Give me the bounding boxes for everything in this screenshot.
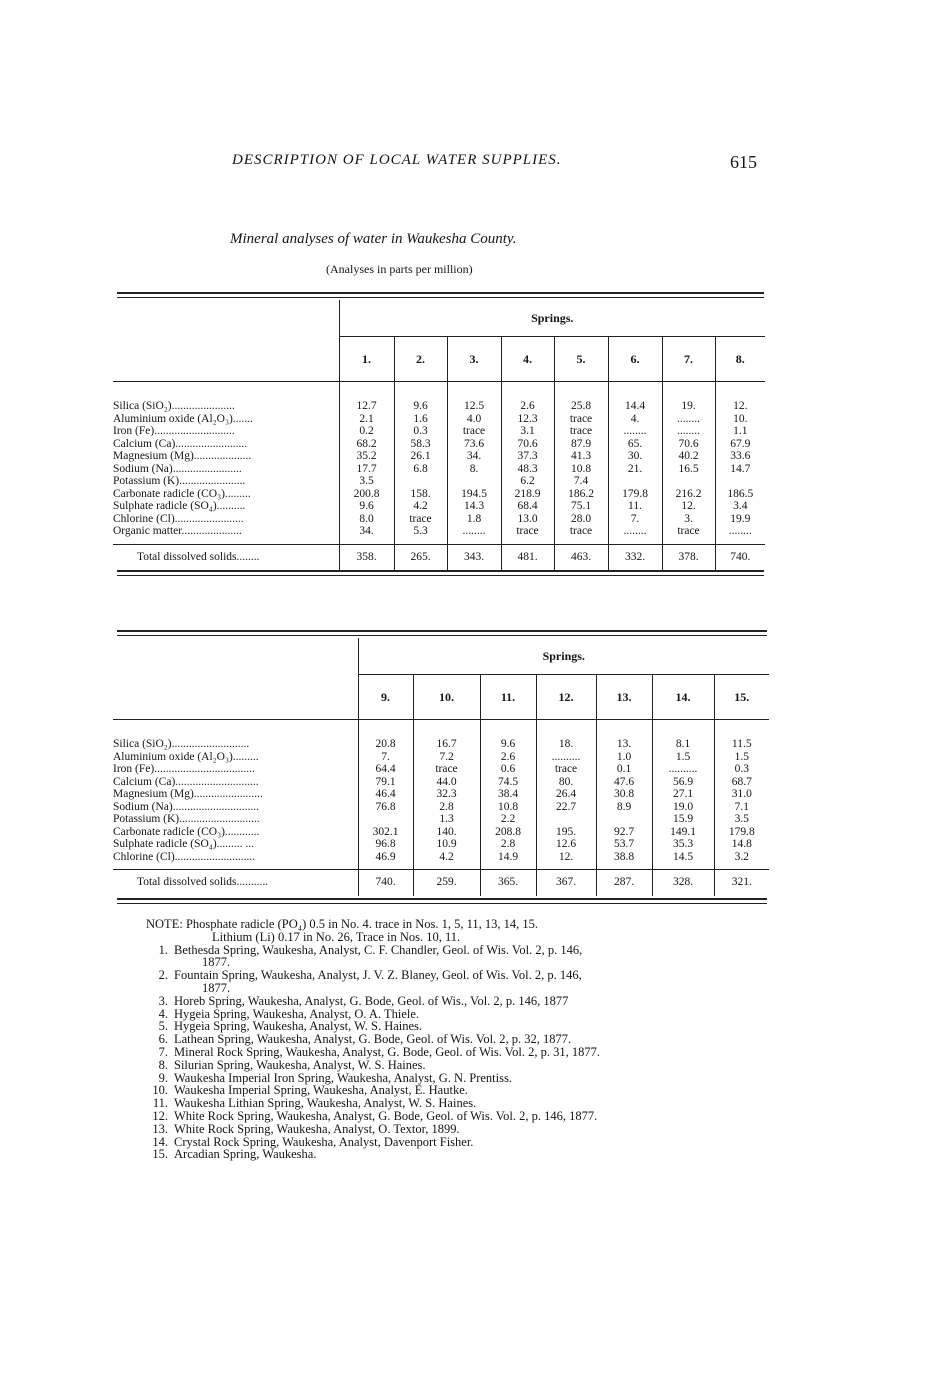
value-cell	[359, 813, 413, 826]
entry-number: 5.	[158, 1019, 168, 1034]
entry-text: Hygeia Spring, Waukesha, Analyst, W. S. Haines.	[174, 1019, 423, 1034]
column-number: 1.	[339, 337, 394, 382]
value-cell: trace	[569, 525, 593, 537]
value-cell: 58.3	[410, 437, 431, 450]
column-values	[480, 720, 536, 870]
value-cell: 80.	[558, 775, 574, 788]
entry-number: 4.	[158, 1006, 168, 1021]
value-cell: 14.9	[497, 850, 519, 863]
value-cell: 32.3	[436, 788, 457, 800]
analyst-entry	[146, 969, 786, 982]
value-cell: 2.6	[500, 750, 516, 763]
value-cell: 22.7	[555, 800, 577, 813]
value-cell: 5.3	[413, 525, 428, 537]
total-value: 481.	[501, 544, 554, 571]
value-cell: 38.8	[613, 850, 635, 863]
table2-total-label: Total dissolved solids...........	[113, 870, 358, 897]
value-cell: 30.	[627, 450, 643, 462]
column-values	[662, 382, 715, 545]
running-title: DESCRIPTION OF LOCAL WATER SUPPLIES.	[232, 152, 562, 168]
entry-number: 14.	[152, 1134, 168, 1149]
value-cell: 2.1	[359, 412, 374, 425]
entry-text: Fountain Spring, Waukesha, Analyst, J. V. Z. Blaney, Geol. of Wis. Vol. 2, p. 146,	[174, 968, 582, 983]
row-label: Sodium (Na)..............................	[113, 800, 259, 813]
column-number: 8.	[715, 337, 765, 382]
value-cell: 13.0	[517, 512, 538, 525]
entry-number: 9.	[158, 1070, 168, 1085]
entry-text: Waukesha Imperial Iron Spring, Waukesha, Analyst, G. N. Prentiss.	[174, 1070, 512, 1085]
value-cell: 3.2	[734, 850, 749, 863]
value-cell	[448, 475, 501, 488]
value-cell: trace	[409, 512, 432, 525]
value-cell: 40.2	[678, 450, 699, 462]
value-cell: 16.5	[678, 462, 699, 475]
value-cell: ........	[462, 525, 486, 537]
column-values	[536, 720, 596, 870]
table1-total-row	[113, 544, 765, 571]
value-cell: trace	[462, 425, 486, 437]
total-value: 378.	[662, 544, 715, 571]
table2-stub-header	[113, 638, 358, 720]
value-cell: 10.	[733, 412, 748, 425]
value-cell: 34.	[466, 450, 482, 462]
total-value: 358.	[339, 544, 394, 571]
value-cell: 1.8	[466, 512, 482, 525]
value-cell: trace	[569, 425, 593, 437]
table1-springs-header: Springs.	[339, 300, 765, 337]
value-cell	[597, 813, 652, 826]
analyst-list	[146, 944, 786, 1162]
value-cell: 1.5	[734, 750, 749, 763]
value-cell: 0.2	[359, 425, 374, 437]
value-cell: 3.5	[359, 475, 374, 487]
value-cell: 4.2	[413, 500, 428, 512]
value-cell: ........	[677, 425, 700, 437]
value-cell: 0.3	[734, 763, 749, 775]
row-label: Carbonate radicle (CO₃)............	[113, 825, 260, 838]
table1-top-rule	[117, 292, 764, 298]
value-cell: 68.2	[356, 437, 377, 450]
value-cell: 208.8	[495, 825, 521, 838]
value-cell: 14.7	[730, 462, 751, 475]
total-value: 463.	[554, 544, 608, 571]
note-phosphate-text: Phosphate radicle (PO₄) 0.5 in No. 4. trace in Nos. 1, 5, 11, 13, 14, 15.	[185, 917, 539, 931]
column-number: 15.	[714, 675, 769, 720]
value-cell: 17.7	[356, 462, 377, 475]
table-subtitle: (Analyses in parts per million)	[326, 262, 473, 276]
entry-text: Crystal Rock Spring, Waukesha, Analyst, Davenport Fisher.	[174, 1134, 474, 1149]
column-values	[596, 720, 652, 870]
entry-number: 7.	[158, 1044, 168, 1059]
entry-number: 2.	[158, 968, 168, 983]
value-cell: 31.0	[731, 788, 752, 800]
column-number: 9.	[358, 675, 413, 720]
value-cell: 16.7	[436, 738, 457, 750]
footnotes	[146, 918, 786, 1161]
value-cell: 2.8	[500, 838, 516, 850]
value-cell: ........	[728, 525, 752, 537]
value-cell: 12.	[733, 400, 748, 412]
table2	[113, 638, 769, 896]
value-cell: 75.1	[570, 500, 592, 512]
table1-stub-header	[113, 300, 339, 382]
value-cell: 13.	[616, 738, 632, 750]
value-cell: 79.1	[375, 775, 396, 788]
column-number: 2.	[394, 337, 447, 382]
total-value: 367.	[536, 870, 596, 897]
value-cell: 73.6	[463, 437, 485, 450]
entry-text: White Rock Spring, Waukesha, Analyst, O. Textor, 1899.	[174, 1121, 460, 1136]
entry-text: Horeb Spring, Waukesha, Analyst, G. Bode, Geol. of Wis., Vol. 2, p. 146, 1877	[174, 993, 569, 1008]
value-cell: 19.	[681, 400, 696, 412]
value-cell: 44.0	[436, 775, 457, 788]
value-cell: 0.1	[616, 763, 632, 775]
column-number: 3.	[447, 337, 501, 382]
value-cell: 11.5	[731, 738, 752, 750]
value-cell: 28.0	[570, 512, 592, 525]
value-cell: 12.	[681, 500, 696, 512]
table2-springs-header: Springs.	[358, 638, 769, 675]
row-label: Sodium (Na)........................	[113, 462, 242, 475]
column-values	[715, 382, 765, 545]
value-cell: 9.6	[359, 500, 374, 512]
value-cell: 195.	[555, 825, 577, 838]
total-value: 259.	[413, 870, 480, 897]
note-lithium: Lithium (Li) 0.17 in No. 26, Trace in Nos. 10, 11.	[212, 929, 461, 944]
value-cell: 12.	[558, 850, 574, 863]
value-cell: 218.9	[514, 487, 541, 500]
value-cell: 179.8	[622, 487, 648, 500]
entry-number: 12.	[152, 1108, 168, 1123]
value-cell: 6.2	[520, 475, 535, 487]
value-cell: 4.0	[466, 412, 482, 425]
value-cell: 200.8	[353, 487, 380, 500]
column-values	[339, 382, 394, 545]
value-cell: 96.8	[375, 838, 396, 850]
table2-row-labels	[113, 720, 358, 870]
value-cell: 76.8	[375, 800, 396, 813]
column-values	[358, 720, 413, 870]
value-cell: ..........	[668, 763, 698, 775]
column-values	[394, 382, 447, 545]
value-cell: 12.5	[463, 400, 485, 412]
row-label: Silica (SiO₂)......................	[113, 400, 235, 412]
value-cell: 47.6	[613, 775, 635, 788]
value-cell: 34.	[359, 525, 374, 537]
value-cell: trace	[516, 525, 539, 537]
value-cell: 2.8	[439, 800, 454, 813]
value-cell	[609, 475, 662, 488]
total-value: 740.	[358, 870, 413, 897]
value-cell: 179.8	[728, 825, 755, 838]
value-cell: 18.	[558, 738, 574, 750]
value-cell: 9.6	[500, 738, 516, 750]
value-cell: 74.5	[497, 775, 519, 788]
value-cell: 3.4	[733, 500, 748, 512]
value-cell: 68.7	[731, 775, 752, 788]
value-cell	[537, 813, 596, 826]
entry-number: 6.	[158, 1032, 168, 1047]
column-values	[447, 382, 501, 545]
column-number: 10.	[413, 675, 480, 720]
value-cell: 14.8	[731, 838, 752, 850]
value-cell	[395, 475, 447, 488]
column-number: 12.	[536, 675, 596, 720]
value-cell: 0.6	[500, 763, 516, 775]
column-values	[413, 720, 480, 870]
table1-row-labels	[113, 382, 339, 545]
value-cell: 8.	[469, 462, 479, 475]
value-cell: 8.9	[616, 800, 632, 813]
entry-continuation: 1877.	[202, 980, 231, 995]
value-cell	[716, 475, 766, 488]
value-cell: 38.4	[497, 788, 519, 800]
page-number: 615	[730, 152, 757, 172]
value-cell: 1.6	[413, 412, 428, 425]
value-cell: 149.1	[670, 825, 696, 838]
total-value: 332.	[608, 544, 662, 571]
column-number: 4.	[501, 337, 554, 382]
entry-text: Lathean Spring, Waukesha, Analyst, G. Bode, Geol. of Wis. Vol. 2, p. 32, 1877.	[174, 1032, 572, 1047]
column-number: 5.	[554, 337, 608, 382]
value-cell: 19.0	[672, 800, 694, 813]
value-cell: 10.8	[570, 462, 592, 475]
value-cell: 1.0	[616, 750, 632, 763]
value-cell: 70.6	[678, 437, 699, 450]
value-cell: 194.5	[461, 487, 487, 500]
value-cell: 3.	[684, 512, 693, 525]
table2-total-row	[113, 870, 769, 897]
entry-text: White Rock Spring, Waukesha, Analyst, G. Bode, Geol. of Wis. Vol. 2, p. 146, 1877.	[174, 1108, 598, 1123]
value-cell: ........	[677, 412, 700, 425]
value-cell: 12.6	[555, 838, 577, 850]
value-cell: 158.	[410, 487, 431, 500]
value-cell: 11.	[628, 500, 642, 512]
row-label: Aluminium oxide (Al₂O₃).......	[113, 412, 253, 425]
analyst-entry	[146, 944, 786, 957]
value-cell: 26.1	[410, 450, 431, 462]
value-cell: 10.9	[436, 838, 457, 850]
entry-number: 13.	[152, 1121, 168, 1136]
value-cell: trace	[435, 763, 458, 775]
value-cell: 2.6	[520, 400, 535, 412]
value-cell: 65.	[627, 437, 643, 450]
value-cell: 3.1	[520, 425, 535, 437]
entry-text: Bethesda Spring, Waukesha, Analyst, C. F. Chandler, Geol. of Wis. Vol. 2, p. 146,	[174, 942, 583, 957]
value-cell: ........	[623, 425, 647, 437]
row-label: Chlorine (Cl)............................	[113, 850, 256, 863]
entry-number: 8.	[158, 1057, 168, 1072]
entry-text: Mineral Rock Spring, Waukesha, Analyst, G. Bode, Geol. of Wis. Vol. 2, p. 31, 1877.	[174, 1044, 601, 1059]
column-values	[652, 720, 714, 870]
row-label: Chlorine (Cl)........................	[113, 512, 244, 525]
value-cell: 35.2	[356, 450, 377, 462]
value-cell: 37.3	[517, 450, 538, 462]
column-values	[714, 720, 769, 870]
value-cell: 0.3	[413, 425, 428, 437]
analyst-entry	[146, 1148, 786, 1161]
value-cell: 25.8	[570, 400, 592, 412]
column-values	[608, 382, 662, 545]
row-label: Silica (SiO₂)...........................	[113, 738, 250, 750]
table2-body	[113, 720, 769, 870]
value-cell: 302.1	[372, 825, 399, 838]
entry-text: Hygeia Spring, Waukesha, Analyst, O. A. Thiele.	[174, 1006, 420, 1021]
note-phosphate	[146, 918, 786, 931]
total-value: 287.	[596, 870, 652, 897]
entry-number: 1.	[158, 942, 168, 957]
value-cell: 9.6	[413, 400, 428, 412]
value-cell: 14.3	[463, 500, 485, 512]
column-number: 6.	[608, 337, 662, 382]
value-cell: 12.3	[517, 412, 538, 425]
table1-bottom-rule	[117, 570, 764, 576]
column-number: 11.	[480, 675, 536, 720]
note-prefix: NOTE:	[146, 917, 183, 931]
value-cell: 87.9	[570, 437, 592, 450]
entry-number: 15.	[152, 1147, 168, 1162]
entry-text: Waukesha Lithian Spring, Waukesha, Analyst, W. S. Haines.	[174, 1096, 477, 1111]
value-cell	[663, 475, 715, 488]
row-label: Sulphate radicle (SO₄)..........	[113, 500, 246, 512]
value-cell: 14.5	[672, 850, 694, 863]
row-label: Calcium (Ca).........................	[113, 437, 248, 450]
entry-number: 11.	[152, 1096, 168, 1111]
table1	[113, 300, 765, 571]
entry-text: Waukesha Imperial Spring, Waukesha, Analyst, E. Hautke.	[174, 1083, 468, 1098]
value-cell: 15.9	[672, 813, 694, 825]
value-cell: 53.7	[613, 838, 635, 850]
value-cell: 7.	[381, 750, 390, 763]
value-cell: 7.2	[439, 750, 454, 763]
column-number: 14.	[652, 675, 714, 720]
value-cell: 1.3	[439, 813, 454, 825]
table2-bottom-rule	[117, 898, 767, 904]
value-cell: 1.5	[675, 750, 691, 763]
entry-text: Silurian Spring, Waukesha, Analyst, W. S. Haines.	[174, 1057, 426, 1072]
row-label: Aluminium oxide (Al₂O₃).........	[113, 750, 259, 763]
row-label: Iron (Fe)...................................	[113, 763, 255, 775]
row-label: Potassium (K).......................	[113, 475, 246, 487]
value-cell: trace	[677, 525, 700, 537]
column-values	[501, 382, 554, 545]
value-cell: 35.3	[672, 838, 694, 850]
column-number: 7.	[662, 337, 715, 382]
table1-total-label: Total dissolved solids........	[113, 544, 339, 571]
row-label: Sulphate radicle (SO₄)......... ...	[113, 838, 255, 850]
value-cell: trace	[554, 763, 578, 775]
table1-body	[113, 382, 765, 545]
value-cell: 67.9	[730, 437, 751, 450]
value-cell: 56.9	[672, 775, 694, 788]
value-cell: 68.4	[517, 500, 538, 512]
row-label: Potassium (K)............................	[113, 813, 260, 825]
entry-number: 3.	[158, 993, 168, 1008]
entry-continuation: 1877.	[202, 955, 231, 970]
value-cell: 6.8	[413, 462, 428, 475]
value-cell: 140.	[436, 825, 457, 838]
value-cell: 2.2	[500, 813, 516, 825]
value-cell: 10.8	[497, 800, 519, 813]
total-value: 265.	[394, 544, 447, 571]
row-label: Magnesium (Mg)........................	[113, 788, 263, 800]
value-cell: 33.6	[730, 450, 751, 462]
value-cell: 64.4	[375, 763, 396, 775]
value-cell: 41.3	[570, 450, 592, 462]
value-cell: 4.	[630, 412, 640, 425]
value-cell: 48.3	[517, 462, 538, 475]
column-number: 13.	[596, 675, 652, 720]
value-cell: 186.2	[568, 487, 594, 500]
value-cell: 216.2	[675, 487, 702, 500]
value-cell: 12.7	[356, 400, 377, 412]
value-cell: 8.0	[359, 512, 374, 525]
total-value: 343.	[447, 544, 501, 571]
entry-number: 10.	[152, 1083, 168, 1098]
value-cell: 7.1	[734, 800, 749, 813]
column-values	[554, 382, 608, 545]
value-cell: 46.4	[375, 788, 396, 800]
total-value: 740.	[715, 544, 765, 571]
total-value: 321.	[714, 870, 769, 897]
value-cell: 19.9	[730, 512, 751, 525]
row-label: Carbonate radicle (CO₃).........	[113, 487, 251, 500]
row-label: Organic matter.....................	[113, 525, 242, 537]
table-title: Mineral analyses of water in Waukesha County.	[230, 231, 517, 247]
value-cell: 30.8	[613, 788, 635, 800]
entry-text: Arcadian Spring, Waukesha.	[174, 1147, 317, 1162]
value-cell: 21.	[627, 462, 643, 475]
value-cell: 1.1	[733, 425, 748, 437]
value-cell: 92.7	[613, 825, 635, 838]
value-cell: 20.8	[375, 738, 396, 750]
value-cell: 27.1	[672, 788, 694, 800]
value-cell: 46.9	[375, 850, 396, 863]
row-label: Calcium (Ca).............................	[113, 775, 259, 788]
value-cell: 26.4	[555, 788, 577, 800]
value-cell: 8.1	[675, 738, 691, 750]
value-cell: ..........	[551, 750, 581, 763]
value-cell: 4.2	[439, 850, 454, 863]
total-value: 328.	[652, 870, 714, 897]
value-cell: 7.4	[573, 475, 589, 487]
table2-top-rule	[117, 630, 767, 636]
row-label: Magnesium (Mg)....................	[113, 450, 252, 462]
value-cell: trace	[569, 412, 593, 425]
total-value: 365.	[480, 870, 536, 897]
value-cell: ........	[623, 525, 647, 537]
value-cell: 7.	[630, 512, 640, 525]
value-cell: 70.6	[517, 437, 538, 450]
row-label: Iron (Fe)............................	[113, 425, 235, 437]
value-cell: 186.5	[727, 487, 754, 500]
value-cell: 3.5	[734, 813, 749, 825]
value-cell: 14.4	[624, 400, 646, 412]
